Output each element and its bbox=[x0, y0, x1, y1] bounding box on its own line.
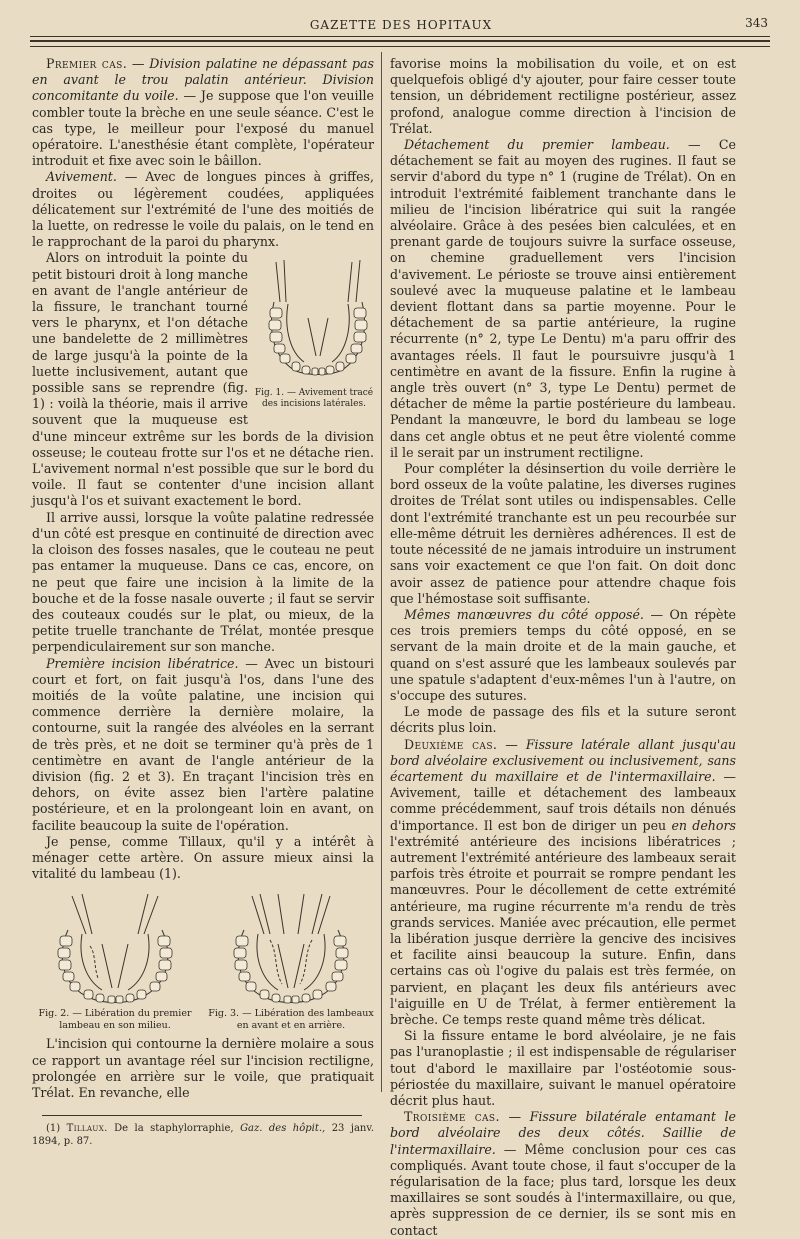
paragraph-text: — Avec de longues pinces à griffes, droites ou légèrement coudées, appliquées délicatement sur l'extrémité de l'une des moitiés de la luette, on redresse le voile du palais, on le tend en le rapprochant de la paroi du pharynx. bbox=[32, 169, 374, 250]
paragraph-text: L'incision qui contourne la dernière molaire a sous ce rapport un avantage réel sur l'incision rectiligne, prolongée en arrière sur le voile, que pratiquait Trélat. En revanche, elle bbox=[32, 1036, 374, 1100]
paragraph bbox=[390, 1028, 736, 1109]
figure-1 bbox=[254, 258, 374, 420]
paragraph-text: Pour compléter la désinsertion du voile derrière le bord osseux de la voûte palatine, les diverses rugines droites de Trélat sont utiles ou indispensables. Celle dont l'extrémité tranchante est un peu recourbée sur elle-même détruit les dernières adhérences. Il est de toute nécessité de ne jamais introduire un instrument sans voir exactement ce que l'on fait. On doit donc avoir assez de patience pour attendre chaque fois que l'hémostase soit suffisante. bbox=[390, 461, 736, 606]
right-column bbox=[390, 56, 737, 1238]
case-label: Troisième cas. bbox=[404, 1109, 500, 1125]
paragraph-text: Le mode de passage des fils et la suture seront décrits plus loin. bbox=[390, 704, 736, 736]
header-rule-lower bbox=[30, 46, 770, 47]
footnote-text: De la staphylorraphie, bbox=[107, 1123, 241, 1135]
paragraph bbox=[390, 1109, 736, 1239]
figure-caption: Fig. 1. — Avivement tracé des incisions latérales. bbox=[254, 388, 374, 410]
paragraph-text: Alors on introduit la pointe du petit bistouri droit à long manche en avant de l'angle antérieur de la fissure, le tranchant tourné vers le pharynx, et l'on détache une bandelette de 2 millimètres de large jusqu'à la pointe de la luette inclusivement, autant que possible sans se reprendre (fig. 1) : voilà la théorie, mais il arrive souvent que la muqueuse est d'une minceur extrême sur les bords de la division osseuse; le couteau frotte sur l'os et ne détache rien. L'avivement normal n'est possible que sur le bord du voile. Il faut se contenter d'une incision allant jusqu'à l'os et suivant exactement le bord. bbox=[32, 250, 374, 509]
paragraph-text: — Avivement, taille et détachement des lambeaux comme précédemment, sauf trois détails non dénués d'importance. Il est bon de diriger un peu bbox=[390, 768, 736, 833]
section-label: Avivement. bbox=[46, 169, 117, 185]
footnote-text: 23 janv. 1894, p. 87. bbox=[32, 1123, 375, 1148]
journal-title: GAZETTE DES HOPITAUX bbox=[309, 18, 493, 32]
column-separator bbox=[381, 52, 382, 1092]
paragraph-text: — On répète ces trois premiers temps du côté opposé, en se servant de la main droite et de la main gauche, et quand on s'est assuré que les lambeaux soulevés par une spatule s'adaptent d'eux-mêmes l'un à l'autre, on s'occupe des sutures. bbox=[390, 606, 736, 703]
paragraph bbox=[390, 56, 736, 137]
paragraph-text: favorise moins la mobilisation du voile, et on est quelquefois obligé d'y ajouter, pour faire cesser toute tension, un débridement rectiligne postérieur, assez profond, analogue comme direction à l'incision de Trélat. bbox=[390, 56, 736, 136]
paragraph bbox=[390, 137, 736, 461]
palate-flap-illustration bbox=[208, 894, 374, 1004]
palate-flap-illustration bbox=[32, 894, 198, 1004]
figure-caption: Fig. 3. — Libération des lambeaux en avant et en arrière. bbox=[208, 1008, 374, 1032]
figure-caption: Fig. 2. — Libération du premier lambeau en son milieu. bbox=[38, 1008, 192, 1032]
paragraph bbox=[32, 250, 374, 509]
case-heading: — Division palatine ne dépassant pas en avant le trou palatin antérieur. Division concomitante du voile. bbox=[32, 56, 374, 104]
paragraph-text: Si la fissure entame le bord alvéolaire, je ne fais pas l'uranoplastie ; il est indispensable de régulariser tout d'abord le maxillaire par l'ostéotomie sous-périostée du maxillaire, suivant le manuel opératoire décrit plus haut. bbox=[390, 1028, 736, 1108]
footnote-author: Tillaux. bbox=[66, 1123, 108, 1135]
paragraph-text: — Ce détachement se fait au moyen des rugines. Il faut se servir d'abord du type n° 1 (rugine de Trélat). On en introduit l'extrémité faiblement tranchante dans le milieu de l'incision libératrice qui suit la rangée alvéolaire. Grâce à des pesées bien calculées, et en prenant garde de toujours suivre la surface osseuse, on chemine graduellement vers l'incision d'avivement. Le périoste se trouve ainsi entièrement soulevé avec la muqueuse palatine et le lambeau devient flottant dans sa partie moyenne. Pour le détachement de sa partie antérieure, la rugine récurrente (n° 2, type Le Dentu) m'a paru offrir des avantages réels. Il faut le poursuivre jusqu'à 1 centimètre en avant de la fissure. Enfin la rugine à angle très ouvert (n° 3, type Le Dentu) permet de détacher de même la partie postérieure du lambeau. Pendant la manœuvre, le bord du lambeau se loge dans cet angle obtus et ne peut être violenté comme il le serait par un instrument rectiligne. bbox=[390, 137, 736, 460]
paragraph-text: — Je suppose que l'on veuille combler toute la brèche en une seule séance. C'est le cas type, le meilleur pour l'exposé du manuel opératoire. L'anesthésie étant complète, l'opérateur introduit et fixe avec soin le bâillon. bbox=[32, 88, 374, 169]
paragraph bbox=[390, 737, 736, 1029]
paragraph-text: — Même conclusion pour ces cas compliqués. Avant toute chose, il faut s'occuper de la régularisation de la face; plus tard, lorsque les deux maxillaires se sont soudés à l'intermaxillaire, ou que, après suppression de ce dernier, ils se sont mis en contact bbox=[390, 1141, 736, 1238]
section-label: Première incision libératrice. bbox=[46, 655, 239, 671]
paragraph bbox=[390, 704, 736, 736]
footnote-mark: (1) bbox=[46, 1123, 67, 1135]
figure-2 bbox=[32, 894, 198, 1032]
emphasis: en dehors bbox=[671, 817, 736, 833]
footnote-source: Gaz. des hôpit., bbox=[240, 1123, 326, 1135]
paragraph bbox=[32, 656, 374, 834]
case-label: Deuxième cas. bbox=[404, 736, 498, 752]
case-heading: — Fissure bilatérale entamant le bord alvéolaire des deux côtés. Saillie de l'intermaxillaire. bbox=[390, 1109, 736, 1157]
palate-incision-illustration bbox=[258, 258, 378, 378]
section-label: Détachement du premier lambeau. bbox=[404, 137, 670, 153]
paragraph bbox=[32, 169, 374, 250]
case-heading: — Fissure latérale allant jusqu'au bord alvéolaire exclusivement ou inclusivement, sans écartement du maxillaire et de l'intermaxillaire. bbox=[390, 736, 737, 784]
section-label: Mêmes manœuvres du côté opposé. bbox=[404, 606, 644, 622]
figure-row bbox=[32, 894, 374, 1032]
paragraph-text: Je pense, comme Tillaux, qu'il y a intérêt à ménager cette artère. On assure mieux ainsi la vitalité du lambeau (1). bbox=[32, 833, 374, 882]
paragraph bbox=[390, 607, 736, 704]
footnote bbox=[32, 1122, 374, 1148]
paragraph bbox=[32, 834, 374, 883]
paragraph-text: Il arrive aussi, lorsque la voûte palatine redressée d'un côté est presque en continuité de direction avec la cloison des fosses nasales, que le couteau ne peut pas entamer la muqueuse. Dans ce cas, encore, on ne peut que faire une incision à la limite de la bouche et de la fosse nasale ouverte ; il faut se servir des couteaux coudés sur le plat, ou mieux, de la petite truelle tranchante de Trélat, montée presque perpendiculairement sur son manche. bbox=[32, 509, 374, 655]
paragraph bbox=[32, 510, 374, 656]
paragraph bbox=[32, 1036, 374, 1101]
header-rule-thick bbox=[30, 40, 770, 42]
paragraph-text: — Avec un bistouri court et fort, on fait jusqu'à l'os, dans l'une des moitiés de la voûte palatine, une incision qui commence derrière la dernière molaire, la contourne, suit la rangée des alvéoles en la serrant de très près, et ne doit se terminer qu'à près de 1 centimètre en avant de l'angle antérieur de la division (fig. 2 et 3). En traçant l'incision très en dehors, on évite assez bien l'artère palatine postérieure, et en la prolongeant loin en avant, on facilite beaucoup la suite de l'opération. bbox=[32, 655, 374, 833]
paragraph bbox=[390, 461, 736, 607]
page-number: 343 bbox=[745, 16, 768, 30]
case-label: Premier cas. bbox=[46, 56, 128, 71]
paragraph-text: l'extrémité antérieure des incisions libératrices ; autrement l'extrémité antérieure des lambeaux serait parfois très étroite et pourrait se rompre pendant les manœuvres. Pour le décollement de cette extrémité antérieure, ma rugine récurrente m'a rendu de très grands services. Maniée avec précaution, elle permet la libération jusque derrière la gencive des incisives et facilite ainsi beaucoup la suture. Enfin, dans certains cas où l'ogive du palais est très fermée, on parvient, en plaçant les deux fils antérieurs avec l'aiguille en U de Trélat, à fermer entièrement la brèche. Ce temps reste quand même très délicat. bbox=[390, 833, 736, 1027]
left-column bbox=[32, 56, 375, 1148]
header-rule-thin bbox=[30, 36, 770, 37]
figure-3 bbox=[208, 894, 374, 1032]
page-header bbox=[30, 14, 772, 36]
footnote-rule bbox=[42, 1115, 362, 1116]
paragraph bbox=[32, 56, 374, 169]
